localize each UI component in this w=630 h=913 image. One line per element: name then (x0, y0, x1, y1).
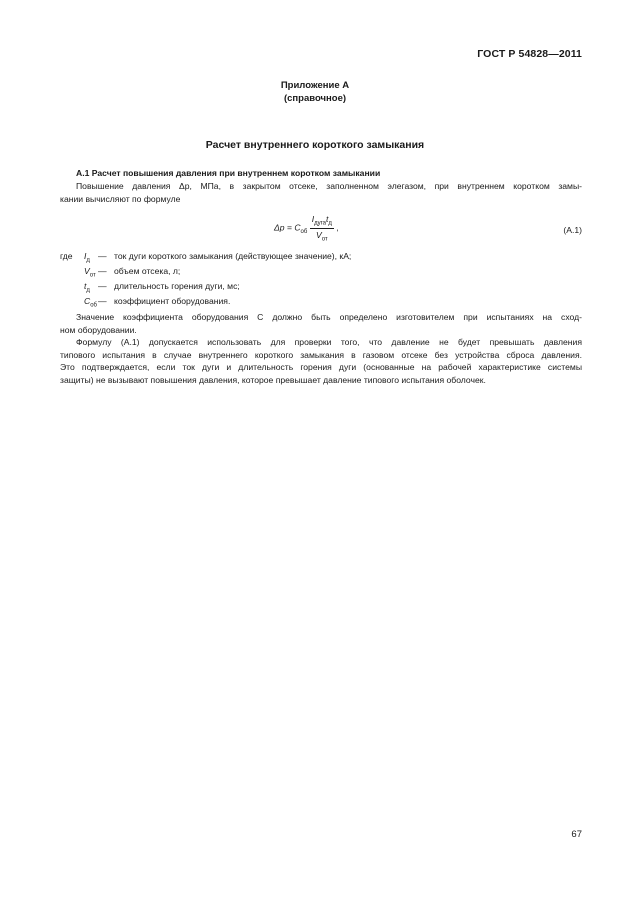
page-title: Расчет внутреннего короткого замыкания (205, 139, 425, 151)
formula-lhs: Δp = C (274, 222, 301, 233)
appendix-title: Приложение А (280, 80, 350, 91)
where-text: объем отсека, л; (114, 266, 181, 276)
formula-numerator (310, 214, 334, 229)
formula-lhs-sub: об (300, 229, 308, 236)
den-v: V (315, 229, 322, 240)
where-symbol: $C_{об}$ (84, 296, 97, 309)
where-dash: — (98, 296, 107, 306)
intro-line-2: кании вычисляют по формуле (60, 193, 181, 204)
paragraph-formula-use (60, 336, 582, 386)
where-label: где (60, 251, 73, 261)
formula-tail: , (336, 222, 339, 233)
where-text: коэффициент оборудования. (114, 296, 231, 306)
formula (274, 214, 339, 242)
where-symbol: $t_д$ (84, 281, 90, 294)
where-symbol: $I_д$ (84, 251, 90, 264)
para2-line-4: защиты) не вызывают повышения давления, которое превышает давление типового испытания оболочек. (60, 374, 486, 385)
where-dash: — (98, 281, 107, 291)
num-t-sub: д (328, 220, 332, 227)
formula-fraction (310, 214, 334, 242)
para1-line-1: Значение коэффициента оборудования C должно быть определено изготовителем при испытаниях на сход- (76, 312, 582, 322)
num-i-sub: дуга (314, 220, 327, 227)
formula-number: (А.1) (563, 225, 582, 235)
para2-line-2: типового испытания в случае внутреннего короткого замыкания в газовом отсеке без устройства сброса давления. (60, 349, 582, 360)
den-v-sub: от (321, 236, 328, 243)
para2-line-1: Формулу (А.1) допускается использовать для проверки того, что давление не будет превышать давления (76, 337, 582, 347)
num-i: I (311, 214, 315, 224)
intro-paragraph (60, 180, 582, 205)
appendix-subtitle: (справочное) (283, 93, 347, 104)
where-item (60, 295, 230, 312)
intro-line-1: Повышение давления Δp, МПа, в закрытом отсеке, заполненном элегазом, при внутреннем коротком замы- (76, 181, 582, 191)
where-symbol: $V_{от}$ (84, 266, 96, 279)
where-dash: — (98, 266, 107, 276)
where-text: ток дуги короткого замыкания (действующее значение), кА; (114, 251, 352, 261)
paragraph-coefficient (60, 311, 582, 336)
formula-denominator (310, 229, 334, 243)
num-t: t (326, 214, 329, 224)
document-code: ГОСТ Р 54828—2011 (477, 48, 582, 60)
para2-line-3: Это подтверждается, если ток дуги и длительность горения дуги (основанные на рабочей характеристике системы (60, 362, 582, 372)
where-dash: — (98, 251, 107, 261)
where-text: длительность горения дуги, мс; (114, 281, 240, 291)
para1-line-2: ном оборудовании. (60, 324, 137, 335)
page-number: 67 (571, 829, 582, 840)
section-heading: А.1 Расчет повышения давления при внутреннем коротком замыкании (76, 168, 381, 178)
